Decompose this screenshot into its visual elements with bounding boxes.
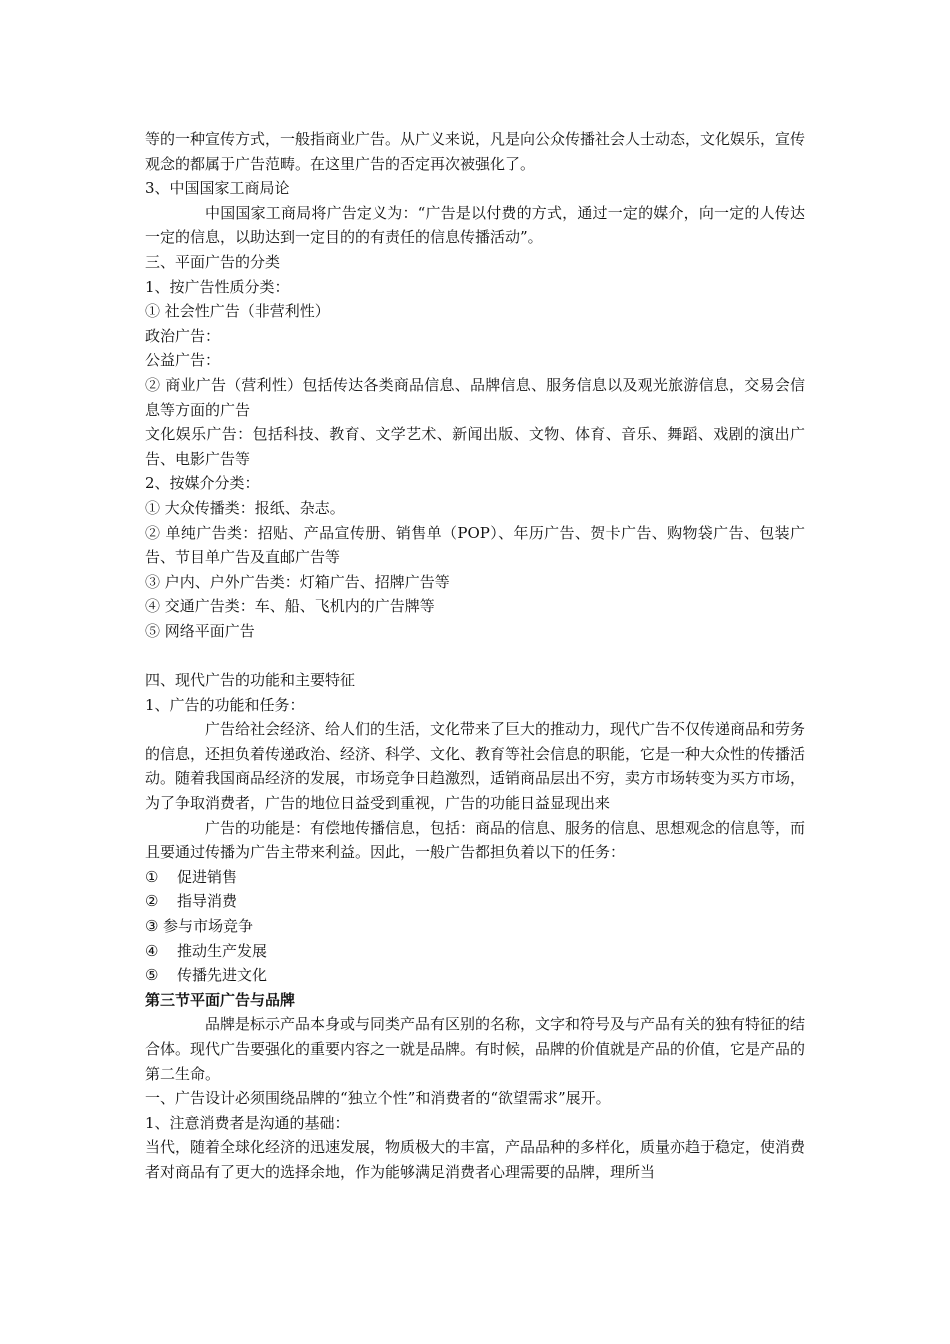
section-heading: 一、广告设计必须围绕品牌的“独立个性”和消费者的“欲望需求”展开。 bbox=[145, 1089, 611, 1108]
list-item-label: 参与市场竞争 bbox=[163, 917, 254, 935]
list-item: ② 商业广告（营利性）包括传达各类商品信息、品牌信息、服务信息以及观光旅游信息，交易会信息等方面的广告 bbox=[145, 375, 805, 419]
list-item: ① 社会性广告（非营利性） bbox=[145, 302, 330, 321]
list-number: ⑤ bbox=[145, 966, 159, 985]
list-item: ⑤ 网络平面广告 bbox=[145, 621, 255, 640]
paragraph: 公益广告： bbox=[145, 351, 221, 370]
paragraph: 文化娱乐广告：包括科技、教育、文学艺术、新闻出版、文物、体育、音乐、舞蹈、戏剧的演出广告、电影广告等 bbox=[145, 425, 805, 468]
section-title: 第三节平面广告与品牌 bbox=[145, 990, 296, 1009]
list-item-label: 指导消费 bbox=[177, 892, 238, 911]
list-item-label: 促进销售 bbox=[177, 867, 238, 886]
list-item: ① 大众传播类：报纸、杂志。 bbox=[145, 498, 345, 517]
paragraph: 品牌是标示产品本身或与同类产品有区别的名称，文字和符号及与产品有关的独有特征的结合体。现代广告要强化的重要内容之一就是品牌。有时候，品牌的价值就是产品的价值，它是产品的第二生命。 bbox=[145, 1015, 806, 1083]
list-item bbox=[145, 865, 805, 890]
subheading: 1、按广告性质分类： bbox=[145, 277, 290, 296]
section-heading: 三、平面广告的分类 bbox=[145, 252, 281, 271]
paragraph: 中国国家工商局将广告定义为：“广告是以付费的方式，通过一定的媒介，向一定的人传达一定的信息，以助达到一定目的的有责任的信息传播活动”。 bbox=[145, 203, 805, 247]
list-item: ② 单纯广告类：招贴、产品宣传册、销售单（POP）、年历广告、贺卡广告、购物袋广告、包装广告、节目单广告及直邮广告等 bbox=[145, 523, 805, 567]
list-item bbox=[145, 914, 805, 939]
list-item-label: 传播先进文化 bbox=[177, 966, 268, 985]
list-item: ④ 交通广告类：车、船、飞机内的广告牌等 bbox=[145, 597, 435, 616]
list-item bbox=[145, 963, 805, 988]
list-number: ④ bbox=[145, 941, 159, 960]
subheading: 1、注意消费者是沟通的基础： bbox=[145, 1113, 350, 1132]
subheading: 3、中国国家工商局论 bbox=[145, 179, 290, 198]
paragraph: 政治广告： bbox=[145, 326, 221, 345]
subheading: 2、按媒介分类： bbox=[145, 474, 260, 493]
list-item-label: 推动生产发展 bbox=[177, 941, 268, 960]
list-number: ③ bbox=[145, 917, 159, 935]
blank-line bbox=[145, 643, 805, 668]
list-item bbox=[145, 889, 805, 914]
list-item: ③ 户内、户外广告类：灯箱广告、招牌广告等 bbox=[145, 572, 450, 591]
subheading: 1、广告的功能和任务： bbox=[145, 695, 305, 714]
section-heading: 四、现代广告的功能和主要特征 bbox=[145, 671, 356, 690]
paragraph: 当代，随着全球化经济的迅速发展，物质极大的丰富，产品品种的多样化，质量亦趋于稳定，使消费者对商品有了更大的选择余地，作为能够满足消费者心理需要的品牌，理所当 bbox=[145, 1138, 806, 1181]
paragraph: 等的一种宣传方式，一般指商业广告。从广义来说，凡是向公众传播社会人士动态，文化娱乐，宣传观念的都属于广告范畴。在这里广告的否定再次被强化了。 bbox=[145, 130, 806, 173]
paragraph: 广告给社会经济、给人们的生活，文化带来了巨大的推动力，现代广告不仅传递商品和劳务的信息，还担负着传递政治、经济、科学、文化、教育等社会信息的职能，它是一种大众性的传播活动。随着我国商品经济的发展，市场竞争日趋激烈，适销商品层出不穷，卖方市场转变为买方市场，为了争取消费者，广告的地位日益受到重视，广告的功能日益显现出来 bbox=[145, 720, 806, 813]
list-item bbox=[145, 939, 805, 964]
paragraph: 广告的功能是：有偿地传播信息，包括：商品的信息、服务的信息、思想观念的信息等，而且要通过传播为广告主带来利益。因此，一般广告都担负着以下的任务： bbox=[145, 818, 806, 862]
document-body bbox=[145, 127, 805, 1185]
list-number: ① bbox=[145, 867, 159, 886]
list-number: ② bbox=[145, 892, 159, 911]
